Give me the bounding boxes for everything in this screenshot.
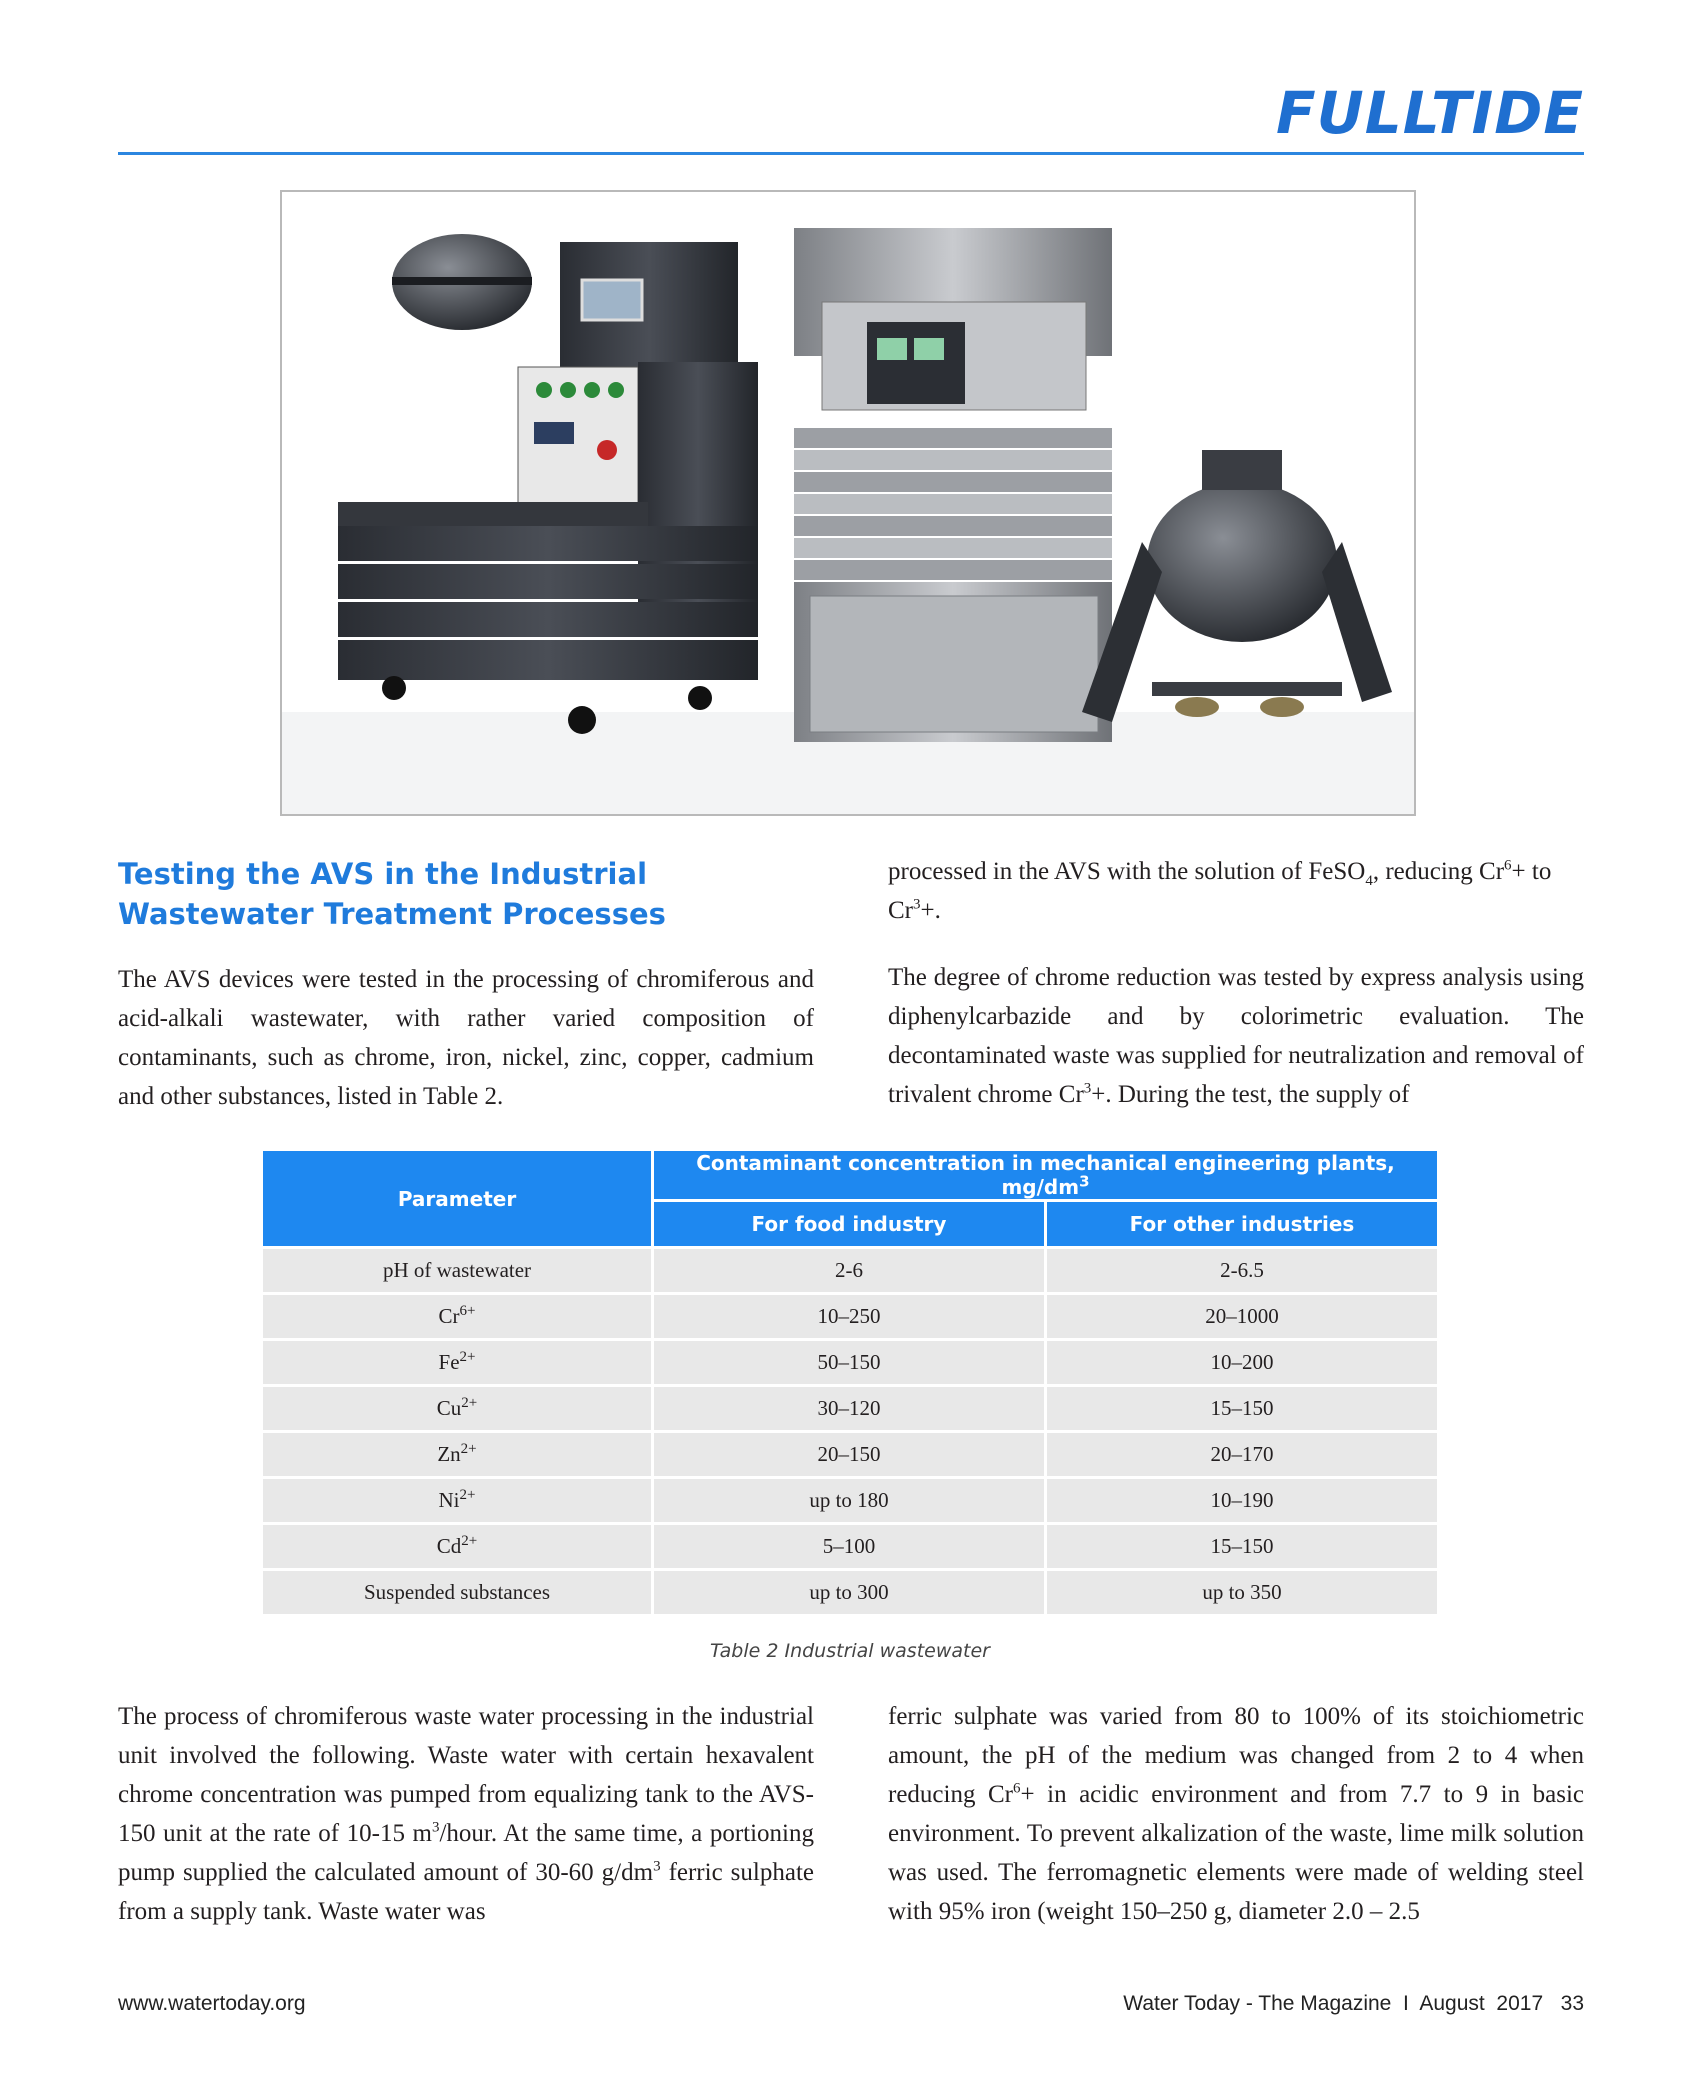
contaminant-table [260,1148,1440,1617]
parameter-cell: Suspended substances [263,1571,651,1614]
food-industry-cell: up to 180 [654,1479,1044,1522]
food-industry-cell: 2-6 [654,1249,1044,1292]
parameter-cell: $Fe^{2+}$ [263,1341,651,1384]
other-industries-cell: 20–1000 [1047,1295,1437,1338]
section-heading: Testing the AVS in the Industrial Wastewater Treatment Processes [118,857,666,931]
header-parameter: Parameter [263,1151,651,1246]
middle-cabinet [794,228,1112,742]
header-contaminant-concentration: Contaminant concentration in mechanical engineering plants, $mg/dm^3$ [654,1151,1437,1199]
other-industries-cell: 20–170 [1047,1433,1437,1476]
header-rule [118,152,1584,155]
food-industry-cell: 50–150 [654,1341,1044,1384]
left-machine [338,234,758,734]
parameter-cell: $Cu^{2+}$ [263,1387,651,1430]
paragraph: The AVS devices were tested in the processing of chromiferous and acid-alkali wastewater, with rather varied composition of contaminants, such as chrome, iron, nickel, zinc, copper, cadmium and other substances, listed in Table 2. [118,966,814,1110]
food-industry-cell: 30–120 [654,1387,1044,1430]
other-industries-cell: 10–200 [1047,1341,1437,1384]
left-column-bottom [118,1697,814,1931]
paragraph: The process of chromiferous waste water processing in the industrial unit involved the following. Waste water with certain hexavalent chrome concentration was pumped from equalizing tank to the AVS-150 unit at the rate of 10-15 $m^3$/hour. At the same time, a portioning pump supplied the calculated amount of 30-60 $g/dm^3$ ferric sulphate from a supply tank. Waste water was [118,1703,814,1925]
parameter-cell: $Cr^{6+}$ [263,1295,651,1338]
avs-devices-illustration [282,192,1414,814]
paragraph: processed in the AVS with the solution of FeSO$_4$, reducing $Cr^6+$ to $Cr^3+$. [888,857,1552,924]
other-industries-cell: 10–190 [1047,1479,1437,1522]
parameter-cell: pH of wastewater [263,1249,651,1292]
table-row [263,1525,1437,1568]
table-row [263,1295,1437,1338]
food-industry-cell: 20–150 [654,1433,1044,1476]
table-caption: Table 2 Industrial wastewater [710,1640,990,1662]
table-row [263,1249,1437,1292]
table-row [263,1571,1437,1614]
fulltide-logo: FULLTIDE [1276,79,1584,147]
right-device [1082,450,1392,722]
footer-magazine-info: Water Today - The Magazine I August 2017 33 [1123,1992,1584,2015]
food-industry-cell: 10–250 [654,1295,1044,1338]
other-industries-cell: 15–150 [1047,1387,1437,1430]
paragraph: The degree of chrome reduction was tested by express analysis using diphenylcarbazide and by colorimetric evaluation. The decontaminated waste was supplied for neutralization and removal of trivalent chrome $Cr^3+$. During the test, the supply of [888,964,1584,1108]
header-other-industries: For other industries [1047,1202,1437,1246]
parameter-cell: $Zn^{2+}$ [263,1433,651,1476]
table-row [263,1387,1437,1430]
paragraph: ferric sulphate was varied from 80 to 100% of its stoichiometric amount, the pH of the medium was changed from 2 to 4 when reducing $Cr^6+$ in acidic environment and from 7.7 to 9 in basic environment. To prevent alkalization of the waste, lime milk solution was used. The ferromagnetic elements were made of welding steel with 95% iron (weight 150–250 g, diameter 2.0 – 2.5 [888,1703,1585,1925]
footer-url[interactable]: www.watertoday.org [118,1992,306,2015]
other-industries-cell: 15–150 [1047,1525,1437,1568]
other-industries-cell: up to 350 [1047,1571,1437,1614]
table-row [263,1479,1437,1522]
other-industries-cell: 2-6.5 [1047,1249,1437,1292]
header-food-industry: For food industry [654,1202,1044,1246]
right-column-bottom [888,1697,1584,1931]
parameter-cell: $Ni^{2+}$ [263,1479,651,1522]
right-column-top [888,852,1584,1114]
table-row [263,1433,1437,1476]
equipment-photo [280,190,1416,816]
table-row [263,1341,1437,1384]
left-column-top [118,960,814,1116]
parameter-cell: $Cd^{2+}$ [263,1525,651,1568]
food-industry-cell: up to 300 [654,1571,1044,1614]
food-industry-cell: 5–100 [654,1525,1044,1568]
